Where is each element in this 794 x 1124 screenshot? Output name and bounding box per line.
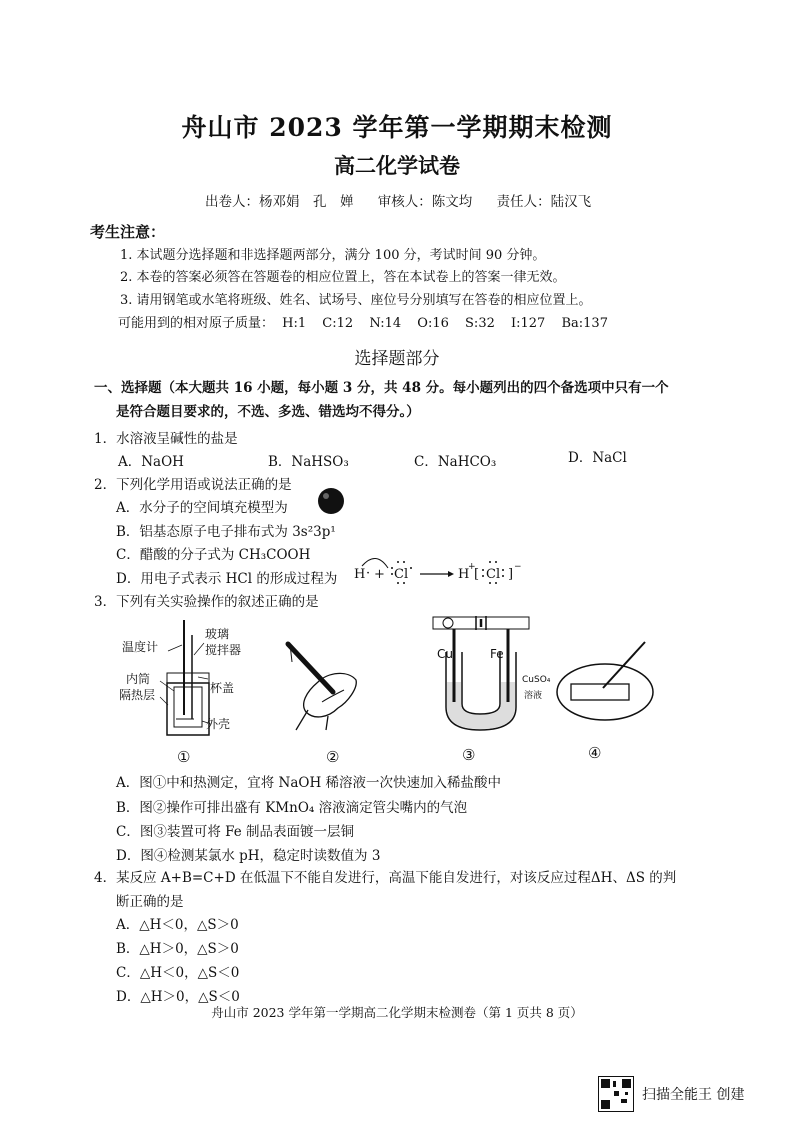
mass-item: N:14 [369, 316, 402, 331]
figure-number: ③ [462, 746, 476, 764]
author-responsible: 责任人：陆汉飞 [496, 194, 592, 210]
fig1-label-lid: 杯盖 [210, 681, 235, 695]
q3-option-b: B．图②操作可排出盛有 KMnO₄ 溶液滴定管尖嘴内的气泡 [116, 800, 468, 816]
svg-text:+: + [374, 567, 385, 582]
fig1-label-shell: 外壳 [206, 717, 231, 731]
svg-text:]: ] [508, 567, 514, 582]
author-reviewer: 审核人：陈文均 [377, 194, 473, 210]
svg-text:H: H [354, 567, 366, 582]
q1-option-c: C．NaHCO₃ [414, 454, 497, 470]
notice-item: 3. 请用钢笔或水笔将班级、姓名、试场号、座位号分别填写在答卷的相应位置上。 [120, 293, 592, 308]
svg-text:Cl: Cl [486, 567, 501, 582]
authors-line [205, 190, 611, 210]
svg-text:·: · [366, 566, 371, 581]
mass-item: H:1 [282, 316, 307, 331]
page-subtitle: 高二化学试卷 [334, 153, 460, 178]
part1-instruction-cont: 是符合题目要求的，不选、多选、错选均不得分。） [116, 404, 420, 420]
mass-item: I:127 [511, 316, 546, 331]
q4-option-b: B．△H＞0，△S＞0 [116, 941, 239, 957]
q1-option-b: B．NaHSO₃ [268, 454, 349, 470]
question-3-stem: 3．下列有关实验操作的叙述正确的是 [94, 594, 319, 610]
figure-number: ④ [588, 744, 602, 762]
scanner-watermark: 扫描全能王 创建 [642, 1087, 745, 1103]
q2-option-a: A．水分子的空间填充模型为 [116, 500, 288, 516]
svg-text:Cl: Cl [394, 567, 409, 582]
q4-option-d: D．△H＞0，△S＜0 [116, 989, 240, 1005]
fig1-label-inner: 内筒 [126, 672, 151, 686]
mass-item: Ba:137 [561, 316, 608, 331]
svg-text:[: [ [474, 567, 480, 582]
page-title: 舟山市 2023 学年第一学期期末检测 [181, 113, 613, 142]
fig3-label-solution: 溶液 [524, 691, 543, 701]
notice-heading: 考生注意： [90, 223, 166, 241]
atomic-masses [118, 312, 620, 331]
figure-4-ph-test [553, 640, 663, 730]
masses-label: 可能用到的相对原子质量： [118, 316, 275, 331]
fig1-label-insulation: 隔热层 [119, 688, 156, 702]
svg-text:−: − [514, 562, 522, 572]
fig1-label-thermometer: 温度计 [122, 640, 159, 654]
electron-formula-hcl [350, 552, 560, 586]
fig3-label-cu: Cu [437, 647, 453, 661]
fig1-label-stirrer: 搅拌器 [205, 643, 242, 657]
question-4-stem-cont: 断正确的是 [116, 894, 184, 910]
section-title: 选择题部分 [354, 349, 440, 369]
svg-text:H: H [458, 567, 470, 582]
fig1-label-glass: 玻璃 [205, 627, 230, 641]
figure-number: ① [177, 748, 191, 766]
notice-item: 1. 本试题分选择题和非选择题两部分，满分 100 分，考试时间 90 分钟。 [120, 248, 546, 263]
question-2-stem: 2．下列化学用语或说法正确的是 [94, 477, 292, 493]
fig3-label-fe: Fe [490, 647, 504, 661]
mass-item: S:32 [465, 316, 495, 331]
figure-2-burette-hand [278, 632, 368, 732]
part1-instruction: 一、选择题（本大题共 16 小题，每小题 3 分，共 48 分。每小题列出的四个备选项中只有一个 [94, 380, 669, 396]
q3-option-d: D．图④检测某氯水 pH，稳定时读数值为 3 [116, 848, 381, 864]
question-1-stem: 1．水溶液呈碱性的盐是 [94, 431, 238, 447]
water-model-icon [312, 483, 350, 517]
notice-item: 2. 本卷的答案必须答在答题卷的相应位置上，答在本试卷上的答案一律无效。 [120, 270, 566, 285]
qr-code-icon [598, 1076, 634, 1112]
q2-option-d: D．用电子式表示 HCl 的形成过程为 [116, 571, 338, 587]
mass-item: C:12 [322, 316, 354, 331]
page-footer: 舟山市 2023 学年第一学期高二化学期末检测卷（第 1 页共 8 页） [211, 1005, 583, 1020]
q3-option-c: C．图③装置可将 Fe 制品表面镀一层铜 [116, 824, 355, 840]
question-4-stem: 4．某反应 A+B=C+D 在低温下不能自发进行，高温下能自发进行，对该反应过程ΔH、ΔS 的判 [94, 870, 677, 886]
fig3-label-cuso4: CuSO₄ [522, 675, 551, 685]
q2-option-b: B．铝基态原子电子排布式为 3s²3p¹ [116, 524, 336, 540]
q1-option-a: A．NaOH [118, 454, 184, 470]
q2-option-c: C．醋酸的分子式为 CH₃COOH [116, 547, 311, 563]
q3-option-a: A．图①中和热测定，宜将 NaOH 稀溶液一次快速加入稀盐酸中 [116, 775, 502, 791]
q4-option-a: A．△H＜0，△S＞0 [116, 917, 239, 933]
q4-option-c: C．△H＜0，△S＜0 [116, 965, 240, 981]
author-setter: 出卷人：杨邓娟 孔 婵 [205, 194, 354, 210]
q1-option-d: D．NaCl [568, 450, 627, 466]
svg-text:+: + [468, 562, 476, 572]
figure-number: ② [326, 748, 340, 766]
mass-item: O:16 [417, 316, 449, 331]
